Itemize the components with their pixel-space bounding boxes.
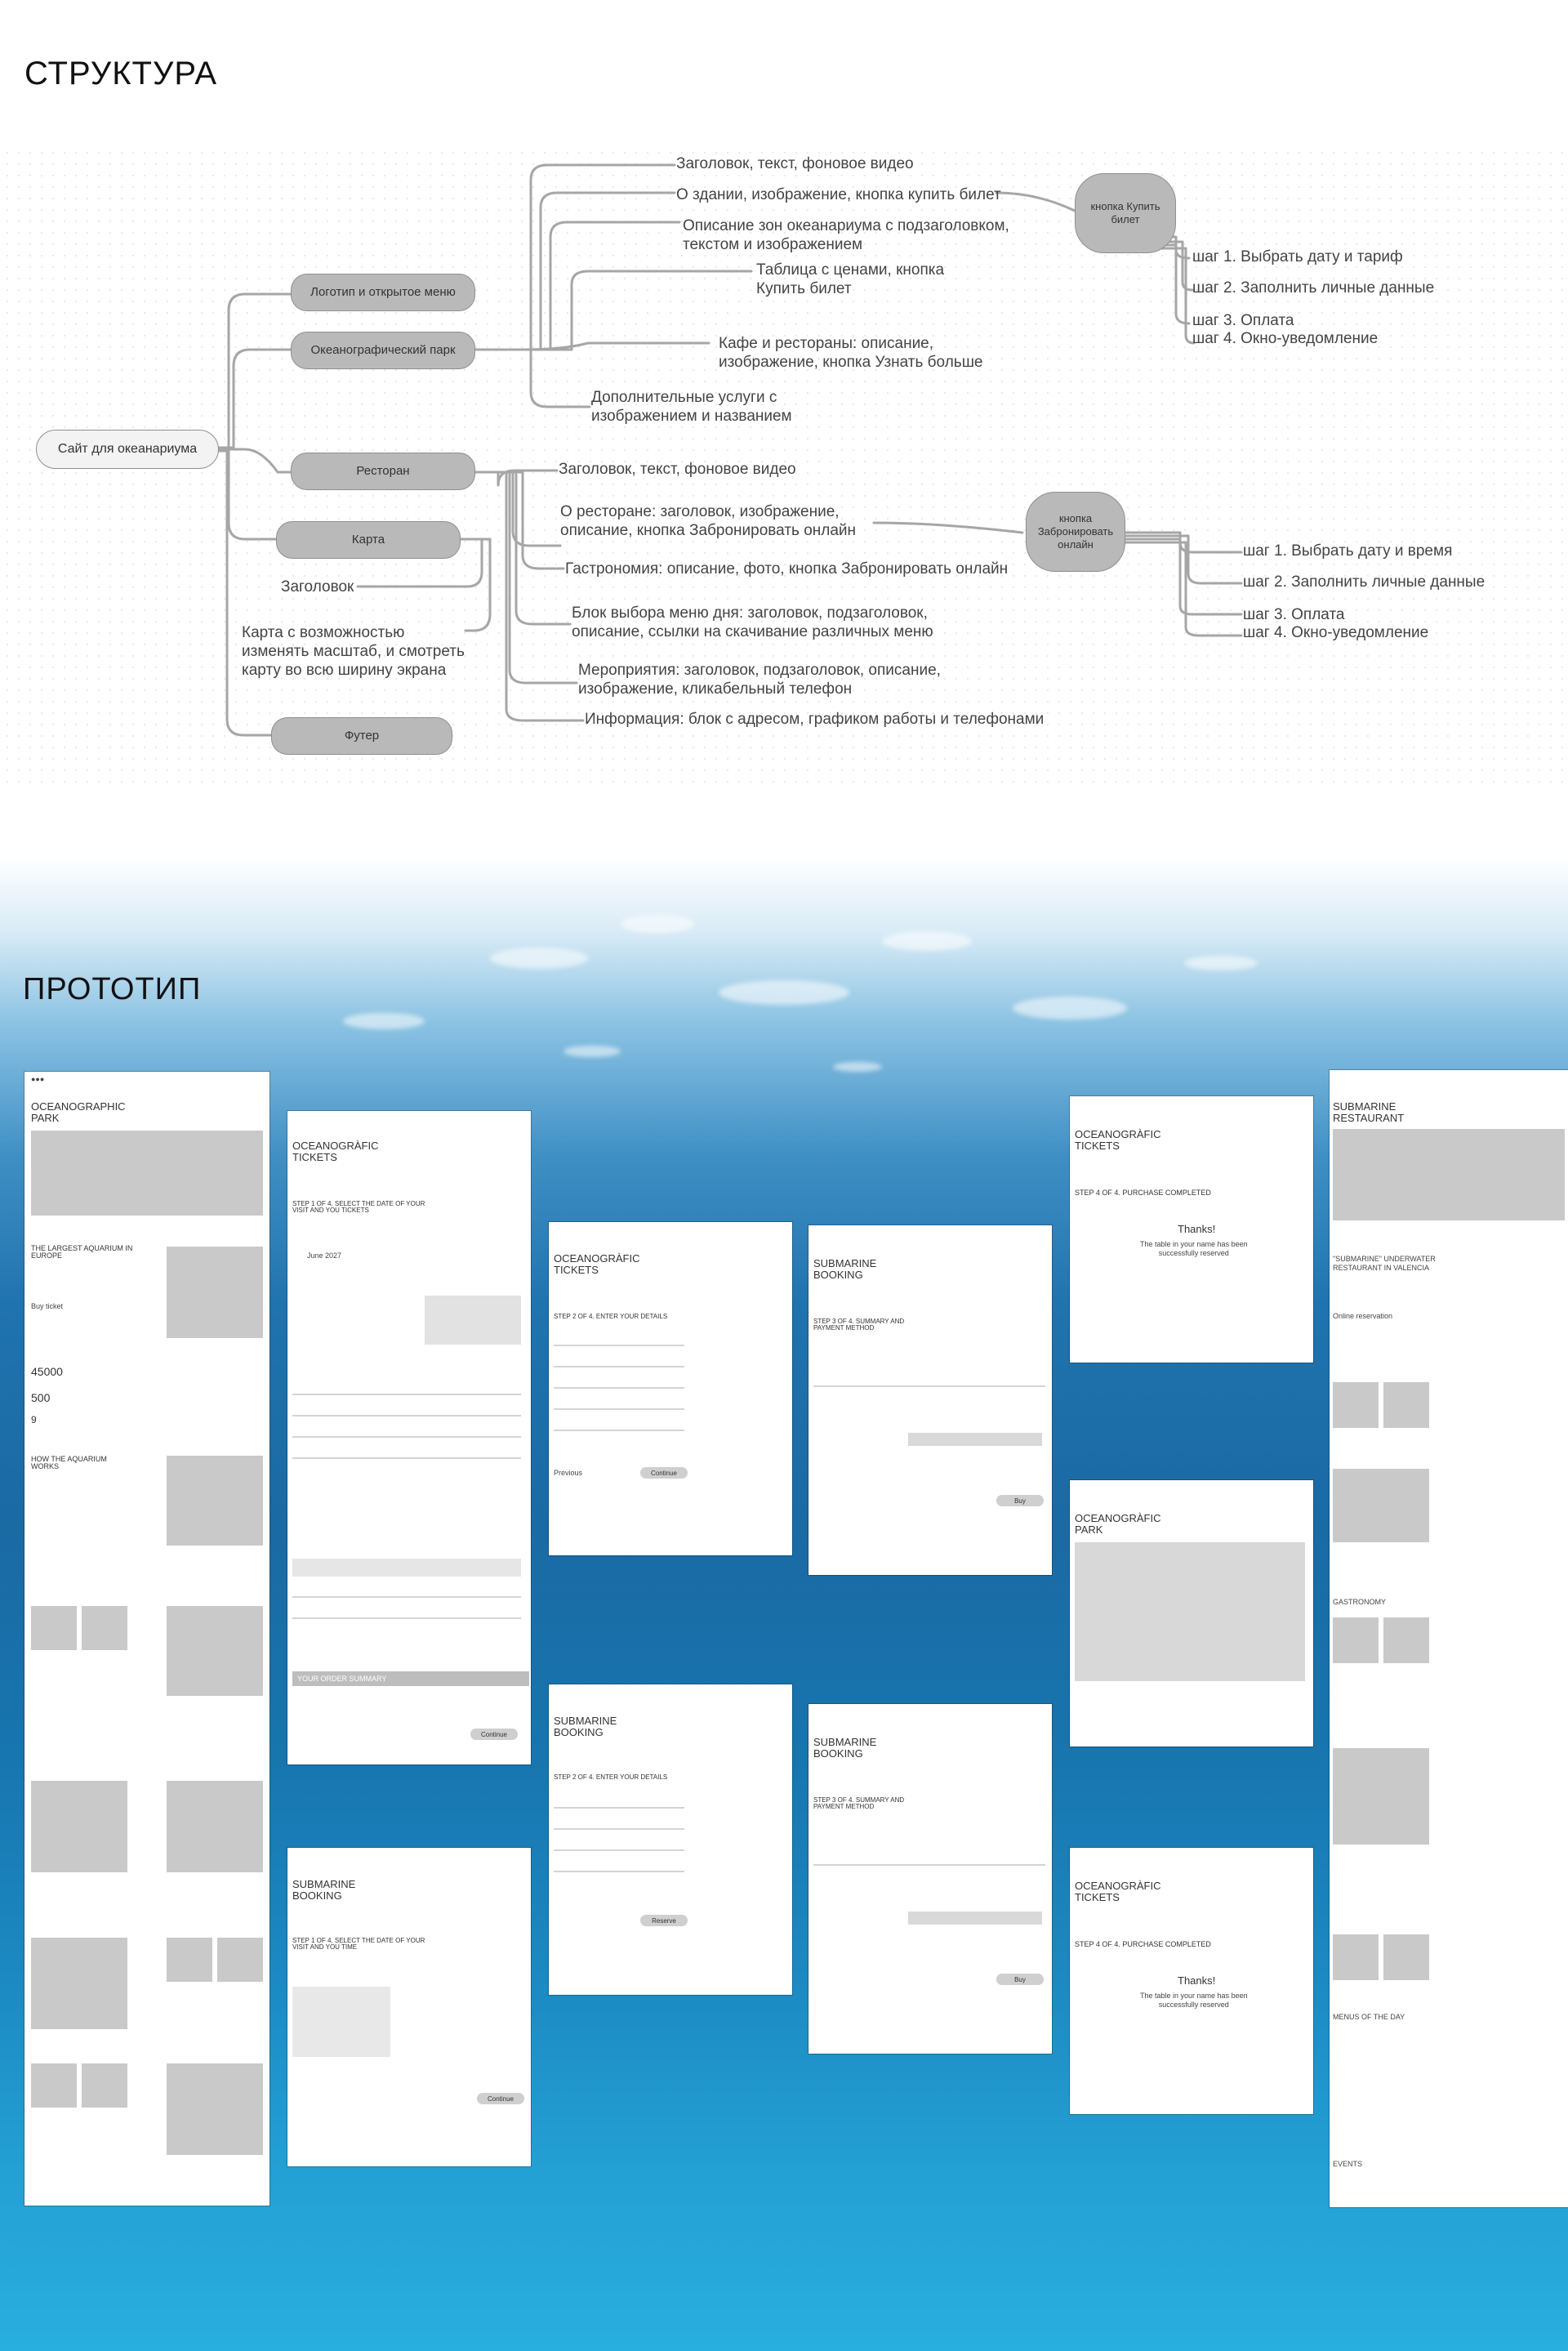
restaurant-item: О ресторане: заголовок, изображение, описание, кнопка Забронировать онлайн <box>560 503 857 539</box>
restaurant-item: Гастрономия: описание, фото, кнопка Забронировать онлайн <box>565 560 1009 578</box>
booking-step: шаг 4. Окно-уведомление <box>1243 624 1429 641</box>
restaurant-item: Информация: блок с адресом, графиком работы и телефонами <box>585 711 1045 728</box>
hero-video-placeholder <box>1333 1129 1565 1220</box>
ticket-step: шаг 3. Оплата <box>1192 312 1294 329</box>
screen-completed-tickets2: OCEANOGRÀFIC TICKETS STEP 4 OF 4. PURCHASE COMPLETED Thanks! The table in your name has been successfully reserved <box>1070 1848 1313 2114</box>
buy-button[interactable]: Buy <box>996 1495 1044 1506</box>
park-item: Заголовок, текст, фоновое видео <box>676 155 914 172</box>
screen-payment-sub2: SUBMARINE BOOKING STEP 3 OF 4. SUMMARY AND PAYMENT METHOD Buy <box>808 1704 1052 2054</box>
continue-button[interactable]: Continue <box>477 2093 524 2104</box>
online-reservation-link[interactable]: Online reservation <box>1333 1312 1393 1320</box>
restaurant-item: Заголовок, текст, фоновое видео <box>559 461 796 478</box>
booking-step: шаг 2. Заполнить личные данные <box>1243 573 1486 591</box>
booking-step: шаг 3. Оплата <box>1243 606 1345 623</box>
restaurant-node: Ресторан <box>291 453 475 490</box>
screen-tickets-step1: OCEANOGRÀFIC TICKETS STEP 1 OF 4. SELECT THE DATE OF YOUR VISIT AND YOU TICKETS June 2027 YOUR ORDER SUMMARY Continue <box>287 1111 531 1764</box>
continue-button[interactable]: Continue <box>640 1467 688 1479</box>
park-item: Описание зон океанариума с подзаголовком, текстом и изображением <box>683 217 1009 253</box>
map-item: Заголовок <box>281 578 354 596</box>
screen-payment-sub: SUBMARINE BOOKING STEP 3 OF 4. SUMMARY AND PAYMENT METHOD Buy <box>808 1225 1052 1575</box>
buy-ticket-node: кнопка Купить билет <box>1075 173 1176 253</box>
structure-title: СТРУКТУРА <box>24 56 218 91</box>
park-item: О здании, изображение, кнопка купить билет <box>676 186 1001 203</box>
book-online-node: кнопка Забронировать онлайн <box>1026 492 1125 572</box>
park-item: Дополнительные услуги с изображением и названием <box>591 389 792 425</box>
buy-button[interactable]: Buy <box>996 1974 1044 1985</box>
screen-restaurant: SUBMARINE RESTAURANT "SUBMARINE" UNDERWATER RESTAURANT IN VALENCIA Online reservation GASTRONOMY MENUS OF THE DAY EVENTS <box>1330 1070 1568 2207</box>
ticket-step: шаг 1. Выбрать дату и тариф <box>1192 248 1403 265</box>
previous-link[interactable]: Previous <box>554 1469 583 1477</box>
booking-step: шаг 1. Выбрать дату и время <box>1243 542 1453 560</box>
reserve-button[interactable]: Reserve <box>640 1915 688 1926</box>
screen-sub-step1: SUBMARINE BOOKING STEP 1 OF 4. SELECT THE DATE OF YOUR VISIT AND YOU TIME Continue <box>287 1848 531 2166</box>
logo-node: Логотип и открытое меню <box>291 274 475 311</box>
park-item: Кафе и рестораны: описание, изображение, кнопка Узнать больше <box>719 335 983 371</box>
park-node: Океанографический парк <box>291 332 475 369</box>
screen-completed-tickets: OCEANOGRÀFIC TICKETS STEP 4 OF 4. PURCHASE COMPLETED Thanks! The table in your name has been successfully reserved <box>1070 1096 1313 1363</box>
ticket-step: шаг 2. Заполнить личные данные <box>1192 279 1435 297</box>
park-item: Таблица с ценами, кнопка Купить билет <box>756 261 945 297</box>
map-item: Карта с возможностью изменять масштаб, и смотреть карту во всю ширину экрана <box>242 624 465 679</box>
screen-details-sub: SUBMARINE BOOKING STEP 2 OF 4. ENTER YOUR DETAILS Reserve <box>549 1684 792 1995</box>
restaurant-item: Мероприятия: заголовок, подзаголовок, описание, изображение, кликабельный телефон <box>578 662 941 698</box>
map-placeholder[interactable] <box>1075 1542 1305 1681</box>
restaurant-item: Блок выбора меню дня: заголовок, подзаголовок, описание, ссылки на скачивание различных меню <box>572 604 933 640</box>
footer-node: Футер <box>271 717 452 755</box>
map-node: Карта <box>276 521 461 559</box>
screen-map: OCEANOGRÀFIC PARK <box>1070 1480 1313 1747</box>
screen-details-tickets: OCEANOGRÀFIC TICKETS STEP 2 OF 4. ENTER YOUR DETAILS Continue Previous <box>549 1222 792 1555</box>
prototype-title: ПРОТОТИП <box>23 972 202 1006</box>
root-node: Сайт для океанариума <box>36 430 219 469</box>
screen-park-home: ●●● OCEANOGRAPHIC PARK THE LARGEST AQUARIUM IN EUROPE Buy ticket 45000 500 9 HOW THE AQUARIUM WORKS <box>24 1072 270 2206</box>
buy-ticket-link[interactable]: Buy ticket <box>31 1302 64 1310</box>
continue-button[interactable]: Continue <box>470 1729 518 1740</box>
hero-video-placeholder <box>31 1131 263 1216</box>
ticket-step: шаг 4. Окно-уведомление <box>1192 330 1379 347</box>
screen-title: OCEANOGRAPHIC PARK <box>31 1100 126 1124</box>
